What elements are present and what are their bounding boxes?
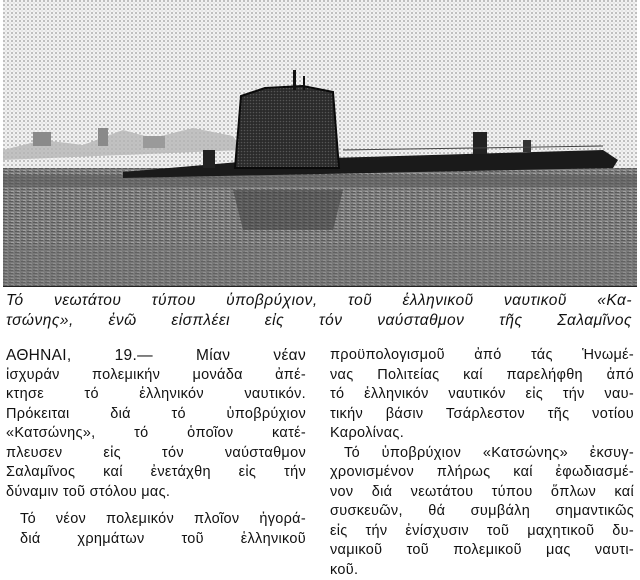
article-line: δύναμιν τοῦ στόλου μας. [6,483,306,503]
caption-line-2: τσώνης», ἐνῶ εἰσπλέει εἰς τόν ναύσταθμον τῆς Σαλαμῖνος [6,311,632,331]
article-paragraph-4 [330,444,634,580]
article-line: Καρολίνας. [330,424,634,444]
article-line: «Κατσώνης», τό ὁποῖον κατέ- [6,424,306,444]
article-line: νας Πολιτείας καί παρελήφθη ἀπό [330,366,634,386]
article-line: κοῦ. [330,561,634,580]
article-line: ναμικοῦ τοῦ πολεμικοῦ μας ναυτι- [330,541,634,561]
article-line: Πρόκειται διά τό ὑποβρύχιον [6,405,306,425]
article-line: ἰσχυράν πολεμικήν μονάδα ἀπέ- [6,366,306,386]
article-line: Σαλαμῖνος καί ἐνετάχθη εἰς τήν [6,463,306,483]
article-line: τό ἑλληνικόν ναυτικόν εἰς τήν ναυ- [330,385,634,405]
article-line: χρονισμένον πλήρως καί ἐφωδιασμέ- [330,463,634,483]
article-right-column [330,346,634,580]
article-line: πλευσεν εἰς τόν ναύσταθμον [6,444,306,464]
article-left-column [6,346,306,549]
article-line: νον διά νεωτάτου τύπου ὅπλων καί [330,483,634,503]
article-paragraph-1 [6,346,306,502]
article-line: Τό ὑποβρύχιον «Κατσώνης» ἐκσυγ- [330,444,634,464]
submarine-photo [3,0,637,287]
photo-caption [6,291,632,331]
article-line: προϋπολογισμοῦ ἀπό τάς Ἡνωμέ- [330,346,634,366]
article-line: συσκευῶν, θά συμβάλη σημαντικῶς [330,502,634,522]
article-line: εἰς τήν ἐνίσχυσιν τοῦ μαχητικοῦ δυ- [330,522,634,542]
article-line: κτησε τό ἑλληνικόν ναυτικόν. [6,385,306,405]
submarine-image [3,0,637,286]
article-line: διά χρημάτων τοῦ ἑλληνικοῦ [6,530,306,550]
article-paragraph-3 [330,346,634,444]
caption-line-1: Τό νεωτάτου τύπου ὑποβρύχιον, τοῦ ἑλληνικοῦ ναυτικοῦ «Κα- [6,291,632,311]
article-line: Τό νέον πολεμικόν πλοῖον ἠγορά- [6,510,306,530]
article-line: τικήν βάσιν Τσάρλεστον τῆς νοτίου [330,405,634,425]
article-paragraph-2 [6,510,306,549]
article-line: ΑΘΗΝΑΙ, 19.— Μίαν νέαν [6,346,306,366]
